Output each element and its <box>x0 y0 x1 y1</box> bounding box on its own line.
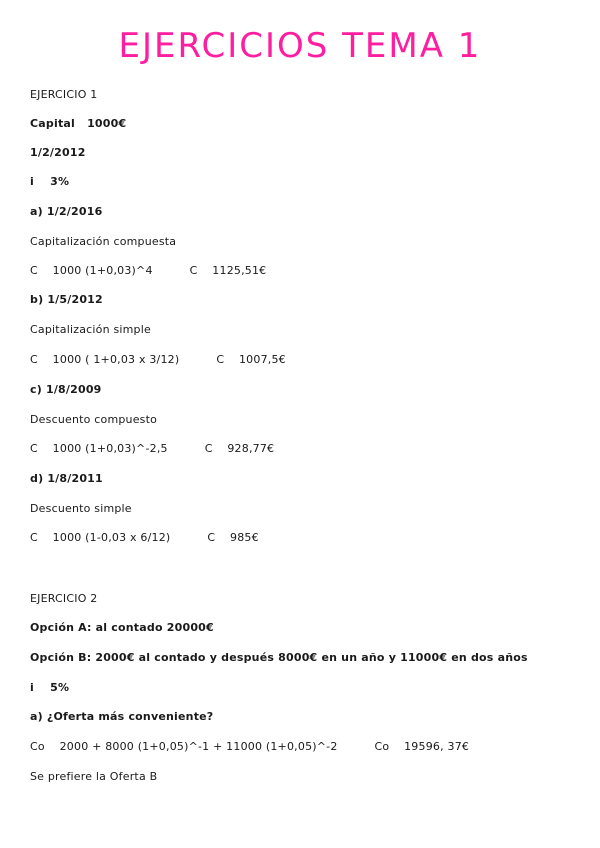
ex1-part-a-method: Capitalización compuesta <box>30 235 177 248</box>
ex1-part-a-title: a) 1/2/2016 <box>30 205 103 218</box>
ex1-part-c-method: Descuento compuesto <box>30 413 158 426</box>
ex1-part-d-method: Descuento simple <box>30 502 132 515</box>
ex1-part-c-title: c) 1/8/2009 <box>30 383 102 396</box>
ex1-date: 1/2/2012 <box>30 146 86 159</box>
page-title: EJERCICIOS TEMA 1 <box>118 26 482 66</box>
ex1-capital: Capital 1000€ <box>30 117 127 130</box>
ex1-part-b-formula: C 1000 ( 1+0,03 x 3/12) C 1007,5€ <box>30 353 286 366</box>
ex1-rate: i 3% <box>30 175 70 188</box>
ex1-part-a-formula: C 1000 (1+0,03)^4 C 1125,51€ <box>30 264 267 277</box>
ex2-option-a: Opción A: al contado 20000€ <box>30 621 214 634</box>
ex1-part-c-formula: C 1000 (1+0,03)^-2,5 C 928,77€ <box>30 442 275 455</box>
exercise-1-heading: EJERCICIO 1 <box>30 88 98 101</box>
ex2-option-b: Opción B: 2000€ al contado y después 8000€ en un año y 11000€ en dos años <box>30 651 528 664</box>
ex1-part-b-title: b) 1/5/2012 <box>30 293 103 306</box>
ex1-part-b-method: Capitalización simple <box>30 323 151 336</box>
exercise-2-heading: EJERCICIO 2 <box>30 592 98 605</box>
ex2-conclusion: Se prefiere la Oferta B <box>30 770 158 783</box>
ex2-part-a-title: a) ¿Oferta más conveniente? <box>30 710 214 723</box>
ex2-rate: i 5% <box>30 681 70 694</box>
ex1-part-d-formula: C 1000 (1-0,03 x 6/12) C 985€ <box>30 531 259 544</box>
ex2-part-a-formula: Co 2000 + 8000 (1+0,05)^-1 + 11000 (1+0,05)^-2 Co 19596, 37€ <box>30 740 470 753</box>
ex1-part-d-title: d) 1/8/2011 <box>30 472 103 485</box>
